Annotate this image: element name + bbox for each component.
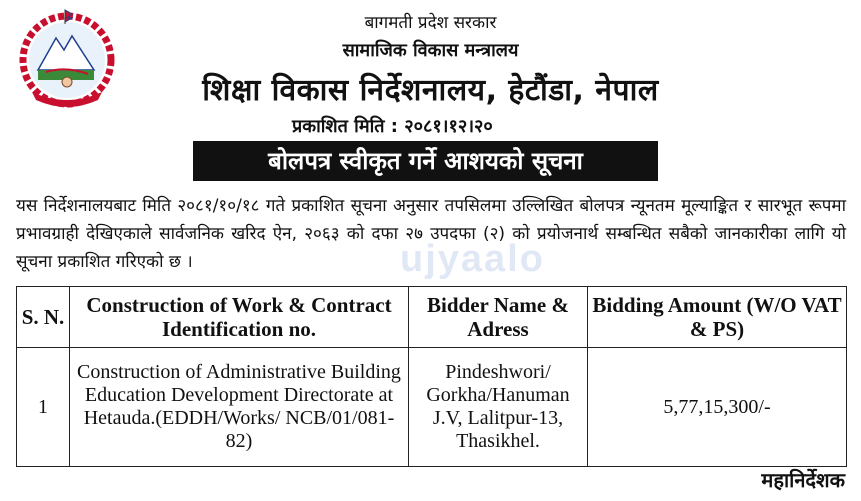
table-row: [17, 348, 847, 467]
cell-bidder: Pindeshwori/ Gorkha/Hanuman J.V, Lalitpur-13, Thasikhel.: [409, 348, 588, 467]
watermark: ujyaalo: [400, 238, 545, 280]
cell-sn: 1: [17, 348, 70, 467]
table-header-row: [17, 287, 847, 348]
province-government-name: बागमती प्रदेश सरकार: [364, 13, 497, 33]
header-work: Construction of Work & Contract Identification no.: [70, 287, 409, 348]
header-sn: S. N.: [17, 287, 70, 348]
nepal-government-emblem: [16, 8, 118, 108]
published-date: प्रकाशित मिति : २०८१।१२।२०: [292, 116, 493, 137]
cell-amount: 5,77,15,300/-: [588, 348, 847, 467]
ministry-name: सामाजिक विकास मन्त्रालय: [342, 40, 519, 61]
notice-title-banner: बोलपत्र स्वीकृत गर्ने आशयको सूचना: [193, 141, 658, 181]
bid-table: [16, 286, 847, 467]
notice-body-paragraph: यस निर्देशनालयबाट मिति २०८१/१०/१८ गते प्रकाशित सूचना अनुसार तपसिलमा उल्लिखित बोलपत्र न्यूनतम मूल्याङ्कित र सारभूत रूपमा प्रभावग्राही देखिएकाले सार्वजनिक खरिद ऐन, २०६३ को दफा २७ उपदफा (२) को प्रयोजनार्थ सम्बन्धित सबैको जानकारीका लागि यो सूचना प्रकाशित गरिएको छ ।: [16, 196, 846, 272]
header-bidder: Bidder Name & Adress: [409, 287, 588, 348]
cell-work: Construction of Administrative Building Education Development Directorate at Hetauda.(EDDH/Works/ NCB/01/081-82): [70, 348, 409, 467]
header-amount: Bidding Amount (W/O VAT & PS): [588, 287, 847, 348]
directorate-name: शिक्षा विकास निर्देशनालय, हेटौंडा, नेपाल: [202, 73, 659, 108]
signature-title: महानिर्देशक: [761, 468, 845, 492]
